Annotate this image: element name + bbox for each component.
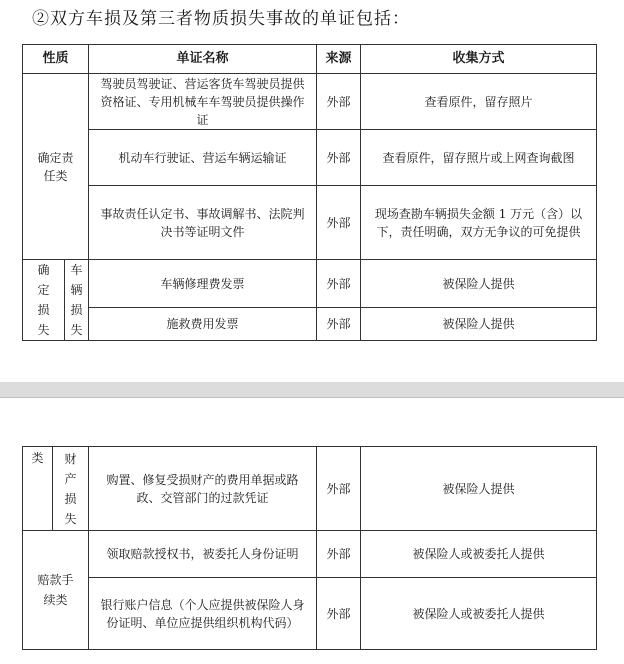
table-header-row xyxy=(23,45,597,74)
method-cell: 被保险人或被委托人提供 xyxy=(361,578,597,650)
group-claim: 赔款手续类 xyxy=(23,531,89,650)
table-row xyxy=(23,578,597,650)
group-responsibility: 确定责任类 xyxy=(23,74,89,260)
source-cell: 外部 xyxy=(317,260,361,308)
table-row xyxy=(23,130,597,186)
group-loss-outer: 确定损失 xyxy=(23,260,65,341)
source-cell: 外部 xyxy=(317,186,361,260)
group-loss-outer-tail: 类 xyxy=(23,447,53,531)
doc-name-cell: 购置、修复受损财产的费用单据或路政、交管部门的过款凭证 xyxy=(89,447,317,531)
doc-name-cell: 车辆修理费发票 xyxy=(89,260,317,308)
source-cell: 外部 xyxy=(317,447,361,531)
table-row xyxy=(23,308,597,341)
method-cell: 查看原件，留存照片 xyxy=(361,74,597,130)
table-row xyxy=(23,260,597,308)
source-cell: 外部 xyxy=(317,308,361,341)
doc-name-cell: 驾驶员驾驶证、营运客货车驾驶员提供资格证、专用机械车车驾驶员提供操作证 xyxy=(89,74,317,130)
table-row xyxy=(23,531,597,578)
method-cell: 被保险人或被委托人提供 xyxy=(361,531,597,578)
header-nature: 性质 xyxy=(23,45,89,74)
group-property-loss: 财产损失 xyxy=(53,447,89,531)
header-doc-name: 单证名称 xyxy=(89,45,317,74)
method-cell: 查看原件，留存照片或上网查询截图 xyxy=(361,130,597,186)
page-separator xyxy=(0,382,624,398)
method-cell: 被保险人提供 xyxy=(361,308,597,341)
header-source: 来源 xyxy=(317,45,361,74)
doc-name-cell: 领取赔款授权书，被委托人身份证明 xyxy=(89,531,317,578)
method-cell: 现场查勘车辆损失金额 1 万元（含）以下，责任明确，双方无争议的可免提供 xyxy=(361,186,597,260)
group-vehicle-loss: 车辆损失 xyxy=(65,260,89,341)
method-cell: 被保险人提供 xyxy=(361,260,597,308)
doc-name-cell: 事故责任认定书、事故调解书、法院判决书等证明文件 xyxy=(89,186,317,260)
source-cell: 外部 xyxy=(317,531,361,578)
doc-name-cell: 施救费用发票 xyxy=(89,308,317,341)
section-heading: ②双方车损及第三者物质损失事故的单证包括： xyxy=(32,9,410,29)
doc-name-cell: 机动车行驶证、营运车辆运输证 xyxy=(89,130,317,186)
documents-table-bottom xyxy=(22,446,597,650)
source-cell: 外部 xyxy=(317,74,361,130)
table-row xyxy=(23,74,597,130)
table-row xyxy=(23,186,597,260)
documents-table-top xyxy=(22,44,597,341)
table-row xyxy=(23,447,597,531)
doc-name-cell: 银行账户信息（个人应提供被保险人身份证明、单位应提供组织机构代码） xyxy=(89,578,317,650)
source-cell: 外部 xyxy=(317,130,361,186)
source-cell: 外部 xyxy=(317,578,361,650)
method-cell: 被保险人提供 xyxy=(361,447,597,531)
header-method: 收集方式 xyxy=(361,45,597,74)
